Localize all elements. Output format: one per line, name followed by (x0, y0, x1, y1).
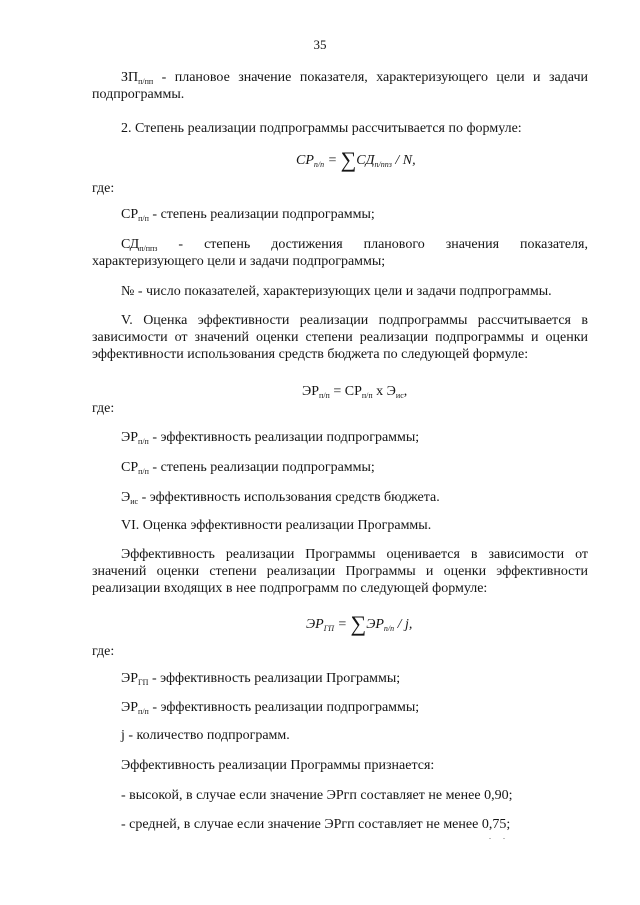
definition-j: j - количество подпрограмм. (121, 728, 290, 743)
definition-er-subprogram: $ЭР_{п/п}$ - эффективность реализации подпрограммы; (121, 700, 420, 716)
paragraph-section-v: V. Оценка эффективности реализации подпрограммы рассчитывается в зависимости от значений оценки степени реализации подпрограммы и оценки эффективности использования средств бюджета по следующей формуле: (92, 313, 588, 362)
scan-speck (489, 838, 491, 839)
paragraph-zp-definition: $ЗП_{п/пп}$ - плановое значение показателя, характеризующего цели и задачи подпрограммы. (92, 70, 588, 102)
definition-e-is: $Э_{ис}$ - эффективность использования средств бюджета. (121, 490, 440, 506)
definition-er-program: $ЭР_{ГП}$ - эффективность реализации Программы; (121, 671, 401, 687)
paragraph-efficiency-recognized: Эффективность реализации Программы признается: (121, 758, 435, 773)
list-item-medium: - средней, в случае если значение ЭРгп составляет не менее 0,75; (121, 817, 511, 832)
where-label: где: (92, 401, 115, 416)
definition-sd: $СД_{п/ппз}$ - степень достижения планового значения показателя, характеризующего цели и задачи подпрограммы; (92, 237, 588, 269)
where-label: где: (92, 181, 115, 196)
definition-number-of-indicators: № - число показателей, характеризующих цели и задачи подпрограммы. (121, 284, 552, 299)
definition-er-subprogram: $ЭР_{п/п}$ - эффективность реализации подпрограммы; (121, 430, 420, 446)
formula-subprogram-realization: $СР_{п/п} = \sum СД_{п/ппз} / N$, (296, 147, 416, 172)
list-item-high: - высокой, в случае если значение ЭРгп составляет не менее 0,90; (121, 788, 513, 803)
formula-subprogram-efficiency: $ЭР_{п/п} = СР_{п/п}$ х $Э_{ис}$, (302, 384, 408, 400)
page-number: 35 (313, 37, 327, 52)
paragraph-formula-intro: 2. Степень реализации подпрограммы рассчитывается по формуле: (121, 121, 522, 136)
formula-program-efficiency: $ЭР_{ГП} = \sum ЭР_{п/п} / j$, (306, 611, 413, 636)
definition-sr: $СР_{п/п}$ - степень реализации подпрограммы; (121, 207, 375, 223)
heading-section-vi: VI. Оценка эффективности реализации Программы. (121, 518, 432, 533)
where-label: где: (92, 644, 115, 659)
scan-speck (503, 838, 505, 839)
paragraph-program-efficiency: Эффективность реализации Программы оценивается в зависимости от значений оценки степени реализации Программы и оценки эффективности реализации входящих в нее подпрограмм по следующей формуле: (92, 547, 588, 596)
definition-sr: $СР_{п/п}$ - степень реализации подпрограммы; (121, 460, 375, 476)
